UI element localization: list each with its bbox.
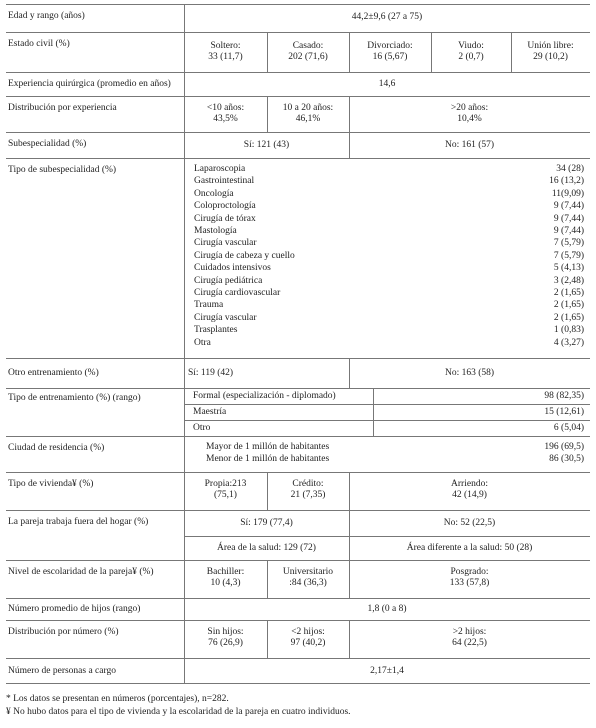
pareja-area-salud: Área de la salud: 129 (72) xyxy=(217,543,316,553)
row-label: Tipo de vivienda¥ (%) xyxy=(8,479,94,489)
subesp-no: No: 161 (57) xyxy=(444,140,495,150)
row-estado-civil xyxy=(6,32,590,72)
row-distribucion-hijos xyxy=(6,620,590,658)
ciudad-menor: Menor de 1 millón de habitantes xyxy=(206,454,330,464)
subespecialidad-value: 5 (4,13) xyxy=(553,263,584,274)
pareja-no: No: 52 (22,5) xyxy=(443,518,496,528)
escolaridad-universitario: Universitario :84 (36,3) xyxy=(282,567,334,588)
ciudad-mayor: Mayor de 1 millón de habitantes xyxy=(206,442,330,452)
row-value: 2,17±1,4 xyxy=(370,666,404,676)
entrenamiento-otro: Otro xyxy=(193,423,211,433)
exp-mayor-20: >20 años: 10,4% xyxy=(450,103,489,124)
vivienda-arriendo: Arriendo: 42 (14,9) xyxy=(451,479,488,500)
row-label: Tipo de entrenamiento (%) (rango) xyxy=(8,393,141,403)
row-value: 14,6 xyxy=(378,79,396,89)
row-label: Número promedio de hijos (rango) xyxy=(8,604,141,614)
row-otro-entrenamiento xyxy=(6,358,590,388)
escolaridad-bachiller: Bachiller: 10 (4,3) xyxy=(206,567,245,588)
subespecialidad-name: Cirugía vascular xyxy=(194,312,257,323)
row-experiencia xyxy=(6,72,590,96)
table-footnotes xyxy=(6,693,590,719)
subespecialidad-name: Cirugía pediátrica xyxy=(194,275,263,286)
entrenamiento-maestria: Maestría xyxy=(193,407,227,417)
subespecialidad-name: Coloproctología xyxy=(194,201,256,212)
estado-soltero: Soltero: 33 (11,7) xyxy=(208,41,243,62)
row-tipo-vivienda xyxy=(6,472,590,510)
row-value: 44,2±9,6 (27 a 75) xyxy=(351,12,423,22)
otro-entrenamiento-si: Sí: 119 (42) xyxy=(188,368,234,378)
row-subespecialidad xyxy=(6,132,590,158)
subespecialidad-value: 34 (28) xyxy=(556,164,584,174)
row-label: Número de personas a cargo xyxy=(8,666,116,676)
subespecialidad-value: 11(9,09) xyxy=(551,188,584,199)
subespecialidad-name: Mastología xyxy=(194,226,237,236)
row-edad xyxy=(6,4,590,32)
subespecialidad-name: Cirugía de cabeza y cuello xyxy=(194,250,295,261)
escolaridad-posgrado: Posgrado: 133 (57,8) xyxy=(449,567,490,588)
row-value: 1,8 (0 a 8) xyxy=(367,604,407,614)
row-label: Ciudad de residencia (%) xyxy=(8,443,105,453)
row-label: Estado civil (%) xyxy=(8,39,70,49)
demographics-table xyxy=(6,4,590,676)
row-label: Nivel de escolaridad de la pareja¥ (%) xyxy=(8,567,154,577)
row-label: Edad y rango (años) xyxy=(8,11,85,21)
row-label: La pareja trabaja fuera del hogar (%) xyxy=(8,517,149,527)
entrenamiento-formal: Formal (especialización - diplomado) xyxy=(193,391,336,401)
estado-union-libre: Unión libre: 29 (10,2) xyxy=(527,41,574,62)
estado-viudo: Viudo: 2 (0,7) xyxy=(458,41,484,62)
subespecialidad-value: 3 (2,48) xyxy=(553,275,584,286)
subespecialidad-value: 1 (0,83) xyxy=(553,325,584,336)
subespecialidad-value: 9 (7,44) xyxy=(553,213,584,224)
subespecialidad-name: Cirugía vascular xyxy=(194,238,257,249)
subespecialidad-name: Oncología xyxy=(194,188,234,199)
vivienda-propia: Propia:213 (75,1) xyxy=(204,479,247,500)
vivienda-credito: Crédito: 21 (7,35) xyxy=(290,479,326,500)
exp-menor-10: <10 años: 43,5% xyxy=(206,103,245,124)
subespecialidad-value: 7 (5,79) xyxy=(553,250,584,261)
subespecialidad-name: Cirugía de tórax xyxy=(194,213,256,224)
row-promedio-hijos xyxy=(6,598,590,620)
ciudad-mayor-value: 196 (69,5) xyxy=(544,442,584,452)
subespecialidad-value: 4 (3,27) xyxy=(553,337,584,348)
row-distribucion-experiencia xyxy=(6,96,590,132)
subespecialidad-value: 9 (7,44) xyxy=(553,201,584,212)
subesp-si: Sí: 121 (43) xyxy=(243,140,290,150)
exp-10-20: 10 a 20 años: 46,1% xyxy=(282,103,334,124)
hijos-sin: Sin hijos: 76 (26,9) xyxy=(207,627,244,648)
subespecialidad-name: Cirugía cardiovascular xyxy=(194,288,281,298)
row-personas-a-cargo xyxy=(6,658,590,684)
row-tipo-entrenamiento xyxy=(6,388,590,436)
footnote-vivienda: ¥ No hubo datos para el tipo de vivienda y la escolaridad de la pareja en cuatro individuos. xyxy=(6,707,351,717)
ciudad-menor-value: 86 (30,5) xyxy=(549,454,584,464)
hijos-menor-2: <2 hijos: 97 (40,2) xyxy=(290,627,326,648)
entrenamiento-otro-value: 6 (5,04) xyxy=(553,423,584,433)
subespecialidad-name: Trasplantes xyxy=(194,325,238,336)
entrenamiento-formal-value: 98 (82,35) xyxy=(544,391,584,401)
subespecialidad-value: 2 (1,65) xyxy=(553,312,584,323)
row-ciudad-residencia xyxy=(6,436,590,472)
row-label: Tipo de subespecialidad (%) xyxy=(8,165,117,175)
row-label: Subespecialidad (%) xyxy=(8,139,87,149)
subespecialidad-value: 16 (13,2) xyxy=(549,176,584,187)
subespecialidad-name: Cuidados intensivos xyxy=(194,263,271,274)
subespecialidad-name: Gastrointestinal xyxy=(194,176,255,187)
subespecialidad-value: 2 (1,65) xyxy=(553,300,584,311)
row-label: Otro entrenamiento (%) xyxy=(8,368,99,378)
otro-entrenamiento-no: No: 163 (58) xyxy=(444,368,495,378)
subespecialidad-value: 7 (5,79) xyxy=(553,238,584,249)
pareja-area-otra: Área diferente a la salud: 50 (28) xyxy=(406,543,533,553)
subespecialidad-value: 9 (7,44) xyxy=(553,226,584,236)
subespecialidad-name: Otra xyxy=(194,337,211,348)
row-escolaridad-pareja xyxy=(6,560,590,598)
hijos-mayor-2: >2 hijos: 64 (22,5) xyxy=(452,627,487,648)
row-tipo-subespecialidad xyxy=(6,158,590,358)
subespecialidad-name: Trauma xyxy=(194,300,224,311)
estado-casado: Casado: 202 (71,6) xyxy=(288,41,328,62)
pareja-si: Sí: 179 (77,4) xyxy=(240,518,293,528)
row-label: Experiencia quirúrgica (promedio en años) xyxy=(8,79,171,89)
row-label: Distribución por experiencia xyxy=(8,103,117,113)
subespecialidad-value: 2 (1,65) xyxy=(553,288,584,298)
footnote-datos: * Los datos se presentan en números (porcentajes), n=282. xyxy=(6,694,229,704)
row-pareja-trabaja xyxy=(6,510,590,560)
estado-divorciado: Divorciado: 16 (5,67) xyxy=(367,41,413,62)
subespecialidad-name: Laparoscopia xyxy=(194,164,246,174)
entrenamiento-maestria-value: 15 (12,61) xyxy=(544,407,584,417)
row-label: Distribución por número (%) xyxy=(8,627,119,637)
